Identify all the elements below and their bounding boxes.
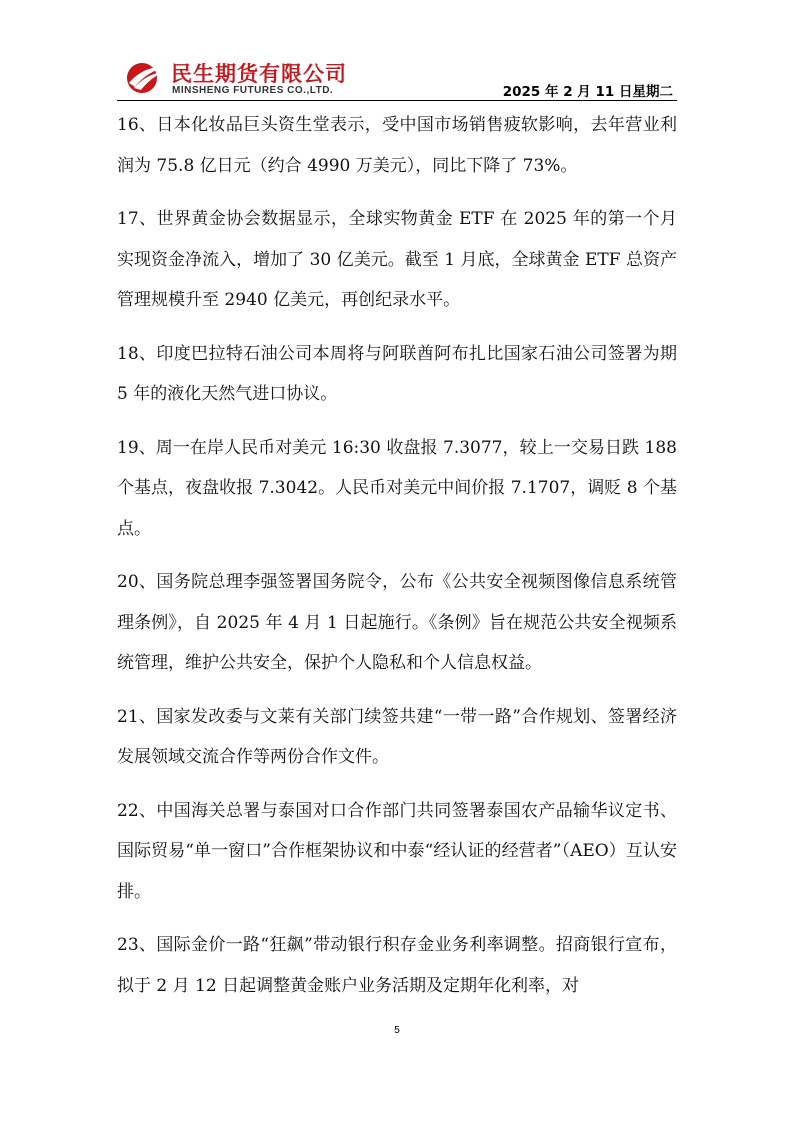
minsheng-logo-icon	[125, 60, 165, 96]
header-divider	[117, 100, 677, 101]
company-logo	[125, 56, 375, 100]
news-item-16: 16、日本化妆品巨头资生堂表示，受中国市场销售疲软影响，去年营业利润为 75.8 亿日元（约合 4990 万美元），同比下降了 73%。	[117, 115, 677, 176]
page-header	[117, 52, 677, 102]
logo-chinese-name: 民生期货有限公司	[171, 62, 347, 86]
page-number: 5	[394, 1025, 400, 1036]
news-item-19: 19、周一在岸人民币对美元 16:30 收盘报 7.3077，较上一交易日跌 188 个基点，夜盘收报 7.3042。人民币对美元中间价报 7.1707，调贬 8 个基点。	[117, 437, 677, 539]
report-date: 2025 年 2 月 11 日星期二	[502, 84, 673, 100]
news-item-17: 17、世界黄金协会数据显示，全球实物黄金 ETF 在 2025 年的第一个月实现资金净流入，增加了 30 亿美元。截至 1 月底，全球黄金 ETF 总资产管理规模升至 2940 亿美元，再创纪录水平。	[117, 209, 677, 310]
logo-english-name: MINSHENG FUTURES CO.,LTD.	[172, 85, 334, 96]
news-item-21: 21、国家发改委与文莱有关部门续签共建“一带一路”合作规划、签署经济发展领域交流合作等两份合作文件。	[117, 706, 677, 767]
news-item-22: 22、中国海关总署与泰国对口合作部门共同签署泰国农产品输华议定书、国际贸易“单一窗口”合作框架协议和中泰“经认证的经营者”（AEO）互认安排。	[117, 800, 677, 902]
news-item-23: 23、国际金价一路“狂飙”带动银行积存金业务利率调整。招商银行宣布，拟于 2 月 12 日起调整黄金账户业务活期及定期年化利率，对	[117, 935, 677, 996]
news-item-18: 18、印度巴拉特石油公司本周将与阿联酋阿布扎比国家石油公司签署为期 5 年的液化天然气进口协议。	[117, 343, 677, 404]
news-content	[117, 105, 677, 1019]
news-item-20: 20、国务院总理李强签署国务院令，公布《公共安全视频图像信息系统管理条例》，自 2025 年 4 月 1 日起施行。《条例》旨在规范公共安全视频系统管理，维护公共安全，保护个人隐私和个人信息权益。	[117, 572, 677, 673]
